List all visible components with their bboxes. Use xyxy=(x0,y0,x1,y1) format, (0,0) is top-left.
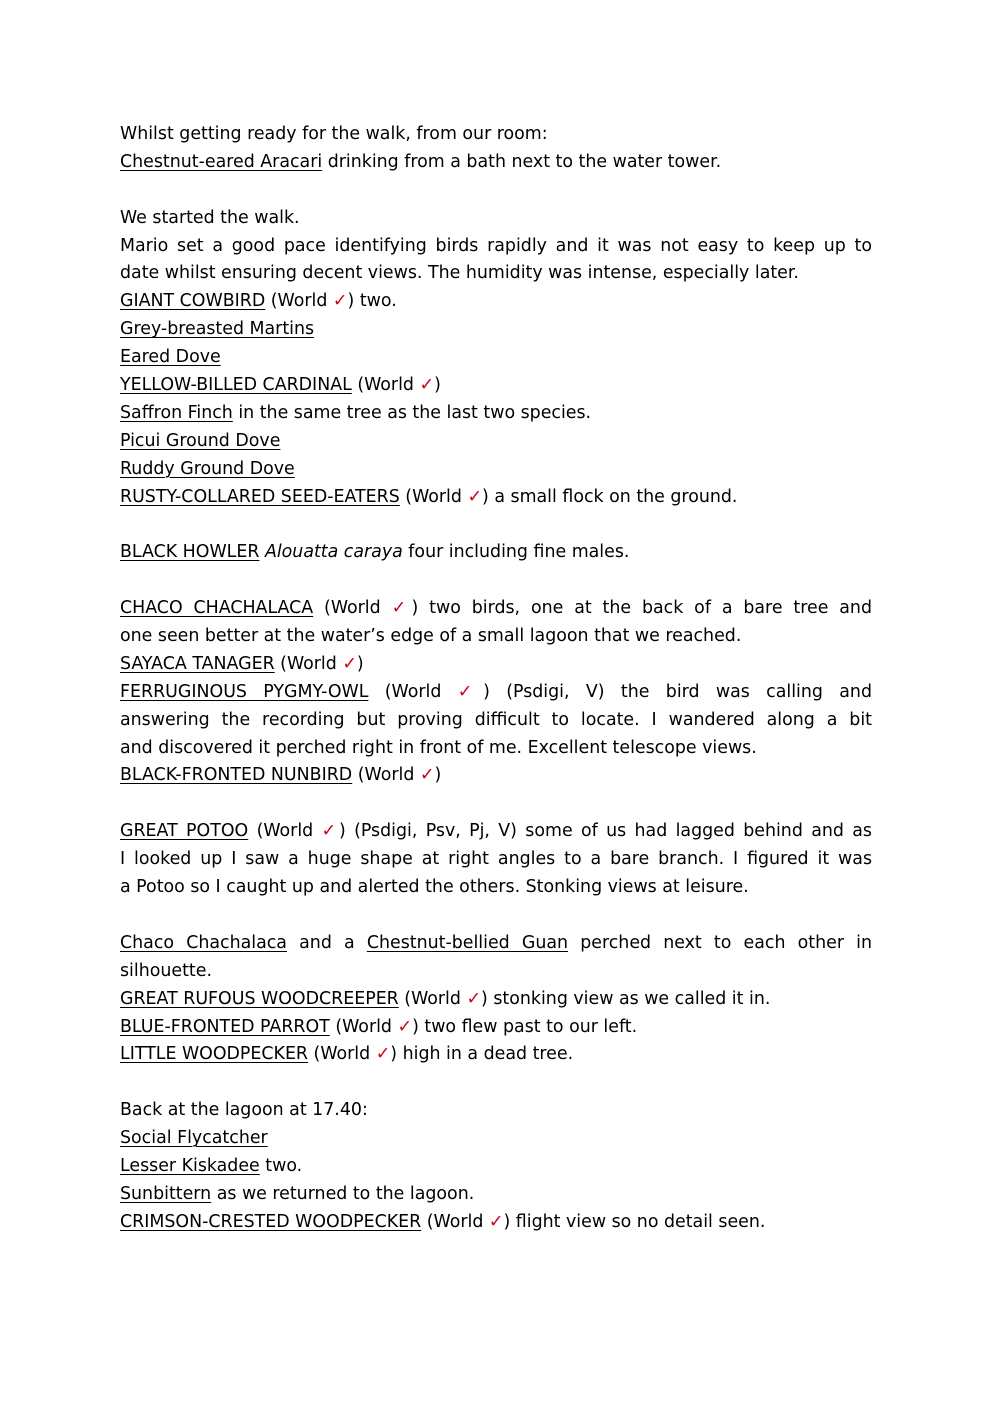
check-icon: ✓ xyxy=(375,1044,391,1065)
text-line xyxy=(120,428,872,456)
text-line xyxy=(120,288,872,316)
narrative-text: date whilst ensuring decent views. The humidity was intense, especially later. xyxy=(120,263,799,284)
species-note: ) stonking view as we called it in. xyxy=(481,988,771,1009)
world-label: (World xyxy=(308,1044,376,1065)
species-name: Chestnut-eared Aracari xyxy=(120,151,323,172)
text-line xyxy=(120,846,872,874)
text-line xyxy=(120,1181,872,1209)
species-name: Chestnut-bellied Guan xyxy=(366,932,569,953)
world-label: (World xyxy=(248,821,322,842)
text-line xyxy=(120,484,872,512)
species-name: CRIMSON-CRESTED WOODPECKER xyxy=(120,1211,422,1232)
narrative-text: We started the walk. xyxy=(120,207,300,228)
text-line xyxy=(120,1125,872,1153)
species-name: Social Flycatcher xyxy=(120,1128,268,1149)
check-icon: ✓ xyxy=(419,765,435,786)
world-label: (World xyxy=(421,1211,489,1232)
text-line xyxy=(120,651,872,679)
text-line xyxy=(120,121,872,149)
species-name: Sunbittern xyxy=(120,1183,212,1204)
text-line xyxy=(120,735,872,763)
close-paren: ) xyxy=(356,653,364,674)
species-note: ) (Psdigi, Psv, Pj, V) some of us had lagged behind and as xyxy=(338,821,872,842)
species-note: four including fine males. xyxy=(402,542,630,563)
species-note: drinking from a bath next to the water tower. xyxy=(322,151,722,172)
text-line xyxy=(120,316,872,344)
text-line xyxy=(120,1014,872,1042)
check-icon: ✓ xyxy=(419,375,435,396)
species-name: Picui Ground Dove xyxy=(120,430,281,451)
text-line xyxy=(120,344,872,372)
text-line xyxy=(120,762,872,790)
text-line xyxy=(120,986,872,1014)
text-line xyxy=(120,707,872,735)
check-icon: ✓ xyxy=(488,1211,504,1232)
document-page xyxy=(120,121,872,1237)
text-line xyxy=(120,1153,872,1181)
species-note: ) two flew past to our left. xyxy=(412,1016,638,1037)
text-line xyxy=(120,233,872,261)
latin-name: Alouatta caraya xyxy=(264,542,403,563)
species-name: GREAT RUFOUS WOODCREEPER xyxy=(120,988,399,1009)
species-note: ) two. xyxy=(347,291,397,312)
species-name: Chaco Chachalaca xyxy=(120,932,287,953)
species-name: BLUE-FRONTED PARROT xyxy=(120,1016,330,1037)
species-name: BLACK HOWLER xyxy=(120,542,260,563)
world-label: (World xyxy=(399,486,468,507)
check-icon: ✓ xyxy=(466,988,482,1009)
species-name: Grey-breasted Martins xyxy=(120,319,315,340)
species-note: a Potoo so I caught up and alerted the others. Stonking views at leisure. xyxy=(120,877,749,898)
text-line xyxy=(120,623,872,651)
species-name: Lesser Kiskadee xyxy=(120,1155,260,1176)
check-icon: ✓ xyxy=(467,486,483,507)
species-name: GREAT POTOO xyxy=(120,821,249,842)
world-label: (World xyxy=(351,375,420,396)
species-name: CHACO CHACHALACA xyxy=(120,598,314,619)
check-icon: ✓ xyxy=(397,1016,413,1037)
species-note: ) two birds, one at the back of a bare tree and xyxy=(411,598,872,619)
close-paren: ) xyxy=(434,375,441,396)
check-icon: ✓ xyxy=(457,681,484,702)
species-note: as we returned to the lagoon. xyxy=(211,1183,475,1204)
species-note: silhouette. xyxy=(120,960,212,981)
text-line xyxy=(120,456,872,484)
intro-text: Whilst getting ready for the walk, from our room: xyxy=(120,124,548,144)
world-label: (World xyxy=(313,598,392,619)
species-note: answering the recording but proving difficult to locate. I wandered along a bit xyxy=(120,709,872,730)
world-label: (World xyxy=(368,681,458,702)
connector-text: and a xyxy=(286,932,367,953)
narrative-text: Mario set a good pace identifying birds rapidly and it was not easy to keep up to xyxy=(120,235,872,256)
text-line xyxy=(120,539,872,567)
species-note: one seen better at the water’s edge of a small lagoon that we reached. xyxy=(120,626,742,647)
world-label: (World xyxy=(274,653,343,674)
species-note: in the same tree as the last two species. xyxy=(232,402,592,423)
world-label: (World xyxy=(352,765,420,786)
text-line xyxy=(120,930,872,958)
narrative-text: Back at the lagoon at 17.40: xyxy=(120,1100,368,1121)
text-line xyxy=(120,400,872,428)
species-name: BLACK-FRONTED NUNBIRD xyxy=(120,765,353,786)
check-icon: ✓ xyxy=(342,653,357,674)
text-line xyxy=(120,958,872,986)
species-name: Eared Dove xyxy=(120,347,221,368)
text-line xyxy=(120,1097,872,1125)
species-note: ) flight view so no detail seen. xyxy=(503,1211,766,1232)
world-label: (World xyxy=(265,291,333,312)
world-label: (World xyxy=(329,1016,398,1037)
check-icon: ✓ xyxy=(391,598,412,619)
species-note: I looked up I saw a huge shape at right angles to a bare branch. I figured it was xyxy=(120,849,872,870)
text-line xyxy=(120,1041,872,1069)
species-note: two. xyxy=(259,1155,303,1176)
species-name: LITTLE WOODPECKER xyxy=(120,1044,309,1065)
species-note: ) high in a dead tree. xyxy=(390,1044,574,1065)
species-note: and discovered it perched right in front of me. Excellent telescope views. xyxy=(120,737,757,758)
text-line xyxy=(120,372,872,400)
check-icon: ✓ xyxy=(332,291,348,312)
species-name: GIANT COWBIRD xyxy=(120,291,266,312)
text-line xyxy=(120,595,872,623)
text-line xyxy=(120,260,872,288)
text-line xyxy=(120,1209,872,1237)
close-paren: ) xyxy=(434,765,442,786)
species-name: Ruddy Ground Dove xyxy=(120,458,295,479)
species-note: perched next to each other in xyxy=(568,932,873,953)
species-name: FERRUGINOUS PYGMY-OWL xyxy=(120,681,369,702)
text-line xyxy=(120,818,872,846)
species-name: YELLOW-BILLED CARDINAL xyxy=(120,375,352,396)
text-line xyxy=(120,679,872,707)
text-line xyxy=(120,205,872,233)
species-name: SAYACA TANAGER xyxy=(120,653,275,674)
species-note: ) a small flock on the ground. xyxy=(482,486,738,507)
species-name: RUSTY-COLLARED SEED-EATERS xyxy=(120,486,400,507)
species-note: ) (Psdigi, V) the bird was calling and xyxy=(483,681,872,702)
text-line xyxy=(120,874,872,902)
text-line xyxy=(120,149,872,177)
species-name: Saffron Finch xyxy=(120,402,233,423)
check-icon: ✓ xyxy=(321,821,339,842)
world-label: (World xyxy=(398,988,467,1009)
